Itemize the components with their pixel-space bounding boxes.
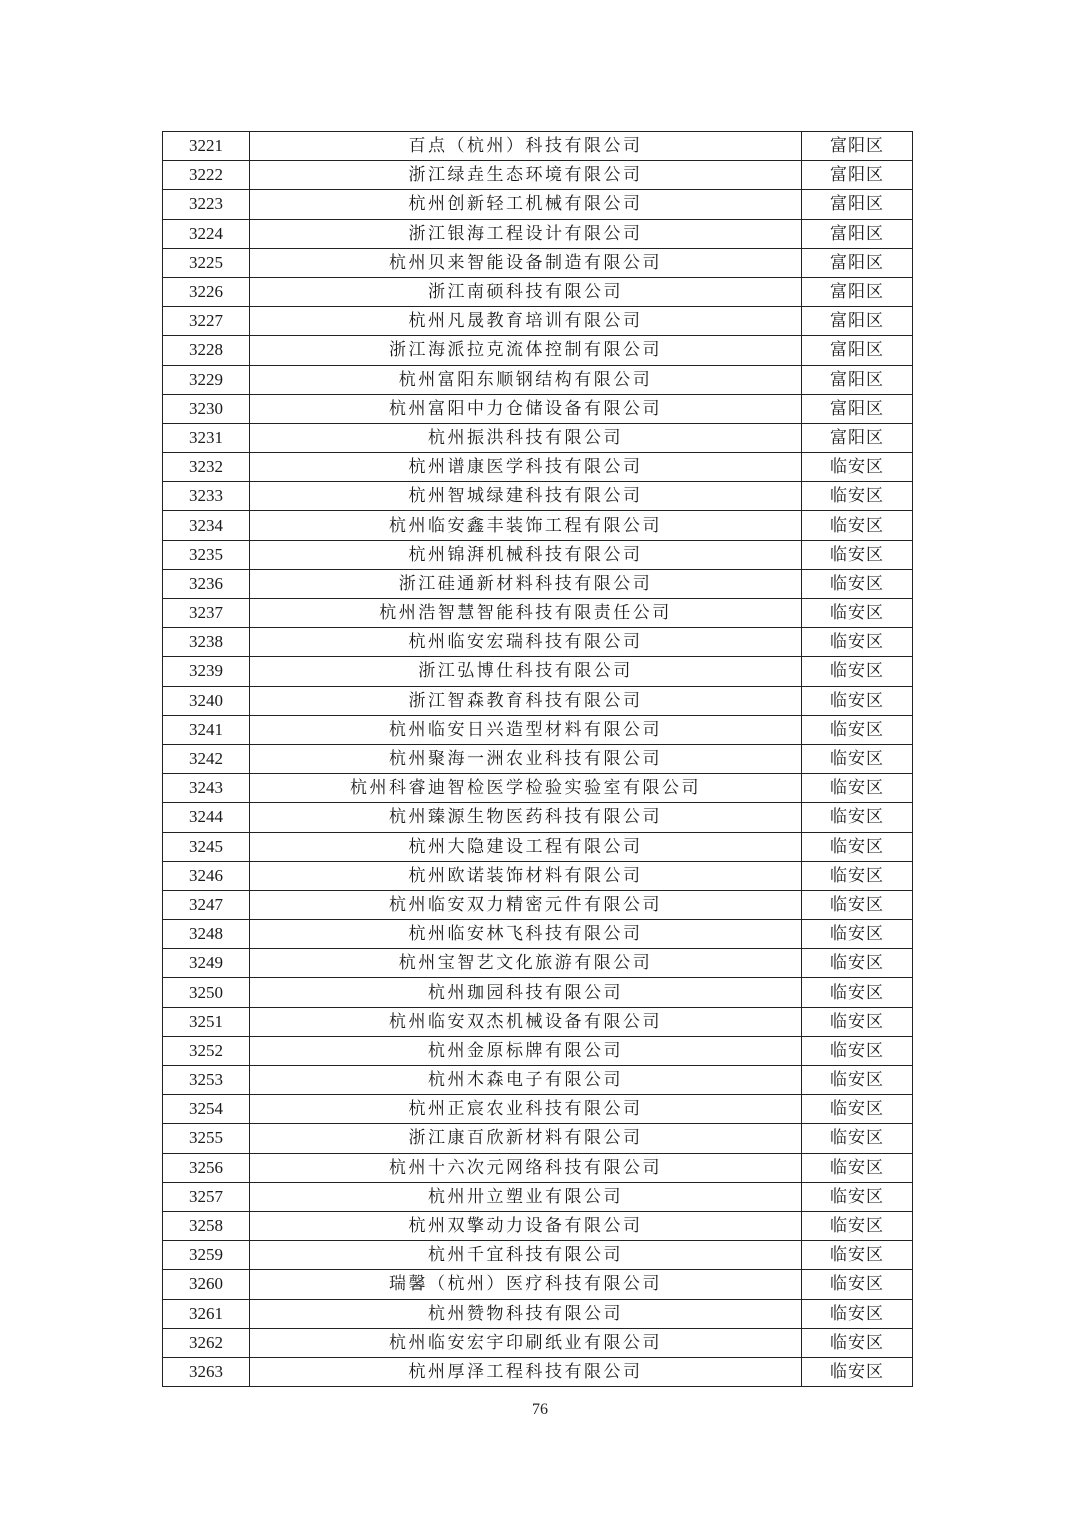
district-name: 临安区 (802, 949, 913, 978)
company-name: 杭州凡晟教育培训有限公司 (250, 307, 802, 336)
table-row (163, 1036, 913, 1065)
row-number: 3255 (163, 1124, 250, 1153)
row-number: 3235 (163, 540, 250, 569)
district-name: 临安区 (802, 1036, 913, 1065)
row-number: 3243 (163, 774, 250, 803)
table-row (163, 1066, 913, 1095)
row-number: 3259 (163, 1241, 250, 1270)
table-row (163, 657, 913, 686)
district-name: 临安区 (802, 1066, 913, 1095)
table-row (163, 1270, 913, 1299)
table-row (163, 307, 913, 336)
district-name: 富阳区 (802, 132, 913, 161)
row-number: 3236 (163, 569, 250, 598)
company-name: 杭州临安双杰机械设备有限公司 (250, 1007, 802, 1036)
row-number: 3254 (163, 1095, 250, 1124)
company-name: 杭州浩智慧智能科技有限责任公司 (250, 599, 802, 628)
district-name: 临安区 (802, 1328, 913, 1357)
row-number: 3231 (163, 423, 250, 452)
table-row (163, 744, 913, 773)
table-row (163, 453, 913, 482)
company-name: 杭州十六次元网络科技有限公司 (250, 1153, 802, 1182)
table-row (163, 1007, 913, 1036)
company-list-table (162, 131, 913, 1387)
row-number: 3263 (163, 1357, 250, 1386)
table-row (163, 1095, 913, 1124)
company-name: 瑞馨（杭州）医疗科技有限公司 (250, 1270, 802, 1299)
company-name: 杭州临安宏宇印刷纸业有限公司 (250, 1328, 802, 1357)
company-name: 浙江绿垚生态环境有限公司 (250, 161, 802, 190)
table-body (163, 132, 913, 1387)
row-number: 3248 (163, 920, 250, 949)
district-name: 临安区 (802, 1211, 913, 1240)
table-row (163, 365, 913, 394)
district-name: 临安区 (802, 628, 913, 657)
company-name: 杭州臻源生物医药科技有限公司 (250, 803, 802, 832)
company-name: 浙江硅通新材料科技有限公司 (250, 569, 802, 598)
table-row (163, 336, 913, 365)
company-name: 杭州卅立塑业有限公司 (250, 1182, 802, 1211)
company-name: 杭州大隐建设工程有限公司 (250, 832, 802, 861)
district-name: 临安区 (802, 686, 913, 715)
district-name: 临安区 (802, 1241, 913, 1270)
district-name: 临安区 (802, 1124, 913, 1153)
table-row (163, 774, 913, 803)
district-name: 临安区 (802, 1007, 913, 1036)
table-row (163, 949, 913, 978)
district-name: 临安区 (802, 715, 913, 744)
row-number: 3257 (163, 1182, 250, 1211)
table-row (163, 628, 913, 657)
company-name: 浙江银海工程设计有限公司 (250, 219, 802, 248)
table-row (163, 861, 913, 890)
company-name: 杭州科睿迪智检医学检验实验室有限公司 (250, 774, 802, 803)
row-number: 3240 (163, 686, 250, 715)
table-row (163, 540, 913, 569)
company-name: 杭州正宸农业科技有限公司 (250, 1095, 802, 1124)
district-name: 富阳区 (802, 277, 913, 306)
company-name: 杭州创新轻工机械有限公司 (250, 190, 802, 219)
row-number: 3242 (163, 744, 250, 773)
table-row (163, 599, 913, 628)
row-number: 3246 (163, 861, 250, 890)
row-number: 3224 (163, 219, 250, 248)
row-number: 3261 (163, 1299, 250, 1328)
row-number: 3250 (163, 978, 250, 1007)
company-name: 杭州金原标牌有限公司 (250, 1036, 802, 1065)
district-name: 临安区 (802, 540, 913, 569)
row-number: 3252 (163, 1036, 250, 1065)
table-row (163, 482, 913, 511)
district-name: 临安区 (802, 890, 913, 919)
company-name: 杭州厚泽工程科技有限公司 (250, 1357, 802, 1386)
row-number: 3245 (163, 832, 250, 861)
district-name: 临安区 (802, 482, 913, 511)
table-row (163, 920, 913, 949)
company-name: 杭州临安日兴造型材料有限公司 (250, 715, 802, 744)
table-row (163, 978, 913, 1007)
table-row (163, 890, 913, 919)
district-name: 临安区 (802, 861, 913, 890)
row-number: 3232 (163, 453, 250, 482)
district-name: 富阳区 (802, 248, 913, 277)
district-name: 临安区 (802, 511, 913, 540)
table-row (163, 1328, 913, 1357)
company-name: 浙江弘博仕科技有限公司 (250, 657, 802, 686)
row-number: 3223 (163, 190, 250, 219)
company-name: 杭州木森电子有限公司 (250, 1066, 802, 1095)
table-row (163, 1182, 913, 1211)
row-number: 3244 (163, 803, 250, 832)
district-name: 富阳区 (802, 307, 913, 336)
table-row (163, 1153, 913, 1182)
district-name: 临安区 (802, 1299, 913, 1328)
row-number: 3229 (163, 365, 250, 394)
company-name: 杭州欧诺装饰材料有限公司 (250, 861, 802, 890)
district-name: 临安区 (802, 978, 913, 1007)
company-name: 浙江南硕科技有限公司 (250, 277, 802, 306)
table-row (163, 190, 913, 219)
page-number: 76 (532, 1401, 548, 1418)
table-row (163, 277, 913, 306)
table-row (163, 803, 913, 832)
district-name: 富阳区 (802, 219, 913, 248)
district-name: 临安区 (802, 1153, 913, 1182)
table-row (163, 715, 913, 744)
district-name: 临安区 (802, 453, 913, 482)
company-name: 杭州宝智艺文化旅游有限公司 (250, 949, 802, 978)
table-row (163, 132, 913, 161)
district-name: 临安区 (802, 774, 913, 803)
company-name: 浙江海派拉克流体控制有限公司 (250, 336, 802, 365)
district-name: 富阳区 (802, 336, 913, 365)
district-name: 富阳区 (802, 365, 913, 394)
table-row (163, 1357, 913, 1386)
company-name: 杭州智城绿建科技有限公司 (250, 482, 802, 511)
table-row (163, 1124, 913, 1153)
district-name: 临安区 (802, 599, 913, 628)
row-number: 3260 (163, 1270, 250, 1299)
district-name: 临安区 (802, 1357, 913, 1386)
row-number: 3234 (163, 511, 250, 540)
company-name: 杭州富阳东顺钢结构有限公司 (250, 365, 802, 394)
company-name: 百点（杭州）科技有限公司 (250, 132, 802, 161)
row-number: 3247 (163, 890, 250, 919)
table-row (163, 423, 913, 452)
company-name: 杭州临安双力精密元件有限公司 (250, 890, 802, 919)
district-name: 临安区 (802, 569, 913, 598)
company-name: 杭州临安宏瑞科技有限公司 (250, 628, 802, 657)
row-number: 3262 (163, 1328, 250, 1357)
district-name: 临安区 (802, 803, 913, 832)
district-name: 临安区 (802, 920, 913, 949)
table-row (163, 569, 913, 598)
row-number: 3226 (163, 277, 250, 306)
district-name: 临安区 (802, 657, 913, 686)
company-name: 杭州振洪科技有限公司 (250, 423, 802, 452)
row-number: 3230 (163, 394, 250, 423)
company-name: 杭州聚海一洲农业科技有限公司 (250, 744, 802, 773)
row-number: 3233 (163, 482, 250, 511)
table-row (163, 832, 913, 861)
row-number: 3256 (163, 1153, 250, 1182)
table-row (163, 248, 913, 277)
company-name: 杭州谱康医学科技有限公司 (250, 453, 802, 482)
district-name: 临安区 (802, 1270, 913, 1299)
row-number: 3238 (163, 628, 250, 657)
row-number: 3253 (163, 1066, 250, 1095)
company-name: 杭州锦湃机械科技有限公司 (250, 540, 802, 569)
company-name: 杭州富阳中力仓储设备有限公司 (250, 394, 802, 423)
row-number: 3227 (163, 307, 250, 336)
row-number: 3241 (163, 715, 250, 744)
district-name: 富阳区 (802, 394, 913, 423)
table-row (163, 219, 913, 248)
table-row (163, 686, 913, 715)
district-name: 临安区 (802, 832, 913, 861)
table-row (163, 511, 913, 540)
company-name: 杭州珈园科技有限公司 (250, 978, 802, 1007)
table-row (163, 161, 913, 190)
company-name: 杭州双擎动力设备有限公司 (250, 1211, 802, 1240)
row-number: 3251 (163, 1007, 250, 1036)
row-number: 3222 (163, 161, 250, 190)
row-number: 3249 (163, 949, 250, 978)
table-row (163, 394, 913, 423)
company-name: 杭州贝来智能设备制造有限公司 (250, 248, 802, 277)
table-row (163, 1241, 913, 1270)
row-number: 3225 (163, 248, 250, 277)
row-number: 3221 (163, 132, 250, 161)
company-name: 浙江智森教育科技有限公司 (250, 686, 802, 715)
table-row (163, 1211, 913, 1240)
district-name: 临安区 (802, 1095, 913, 1124)
row-number: 3228 (163, 336, 250, 365)
table-row (163, 1299, 913, 1328)
company-name: 杭州临安林飞科技有限公司 (250, 920, 802, 949)
district-name: 富阳区 (802, 190, 913, 219)
district-name: 临安区 (802, 744, 913, 773)
row-number: 3258 (163, 1211, 250, 1240)
district-name: 临安区 (802, 1182, 913, 1211)
district-name: 富阳区 (802, 423, 913, 452)
company-name: 杭州赞物科技有限公司 (250, 1299, 802, 1328)
row-number: 3239 (163, 657, 250, 686)
company-name: 浙江康百欣新材料有限公司 (250, 1124, 802, 1153)
district-name: 富阳区 (802, 161, 913, 190)
company-name: 杭州千宜科技有限公司 (250, 1241, 802, 1270)
row-number: 3237 (163, 599, 250, 628)
company-name: 杭州临安鑫丰装饰工程有限公司 (250, 511, 802, 540)
